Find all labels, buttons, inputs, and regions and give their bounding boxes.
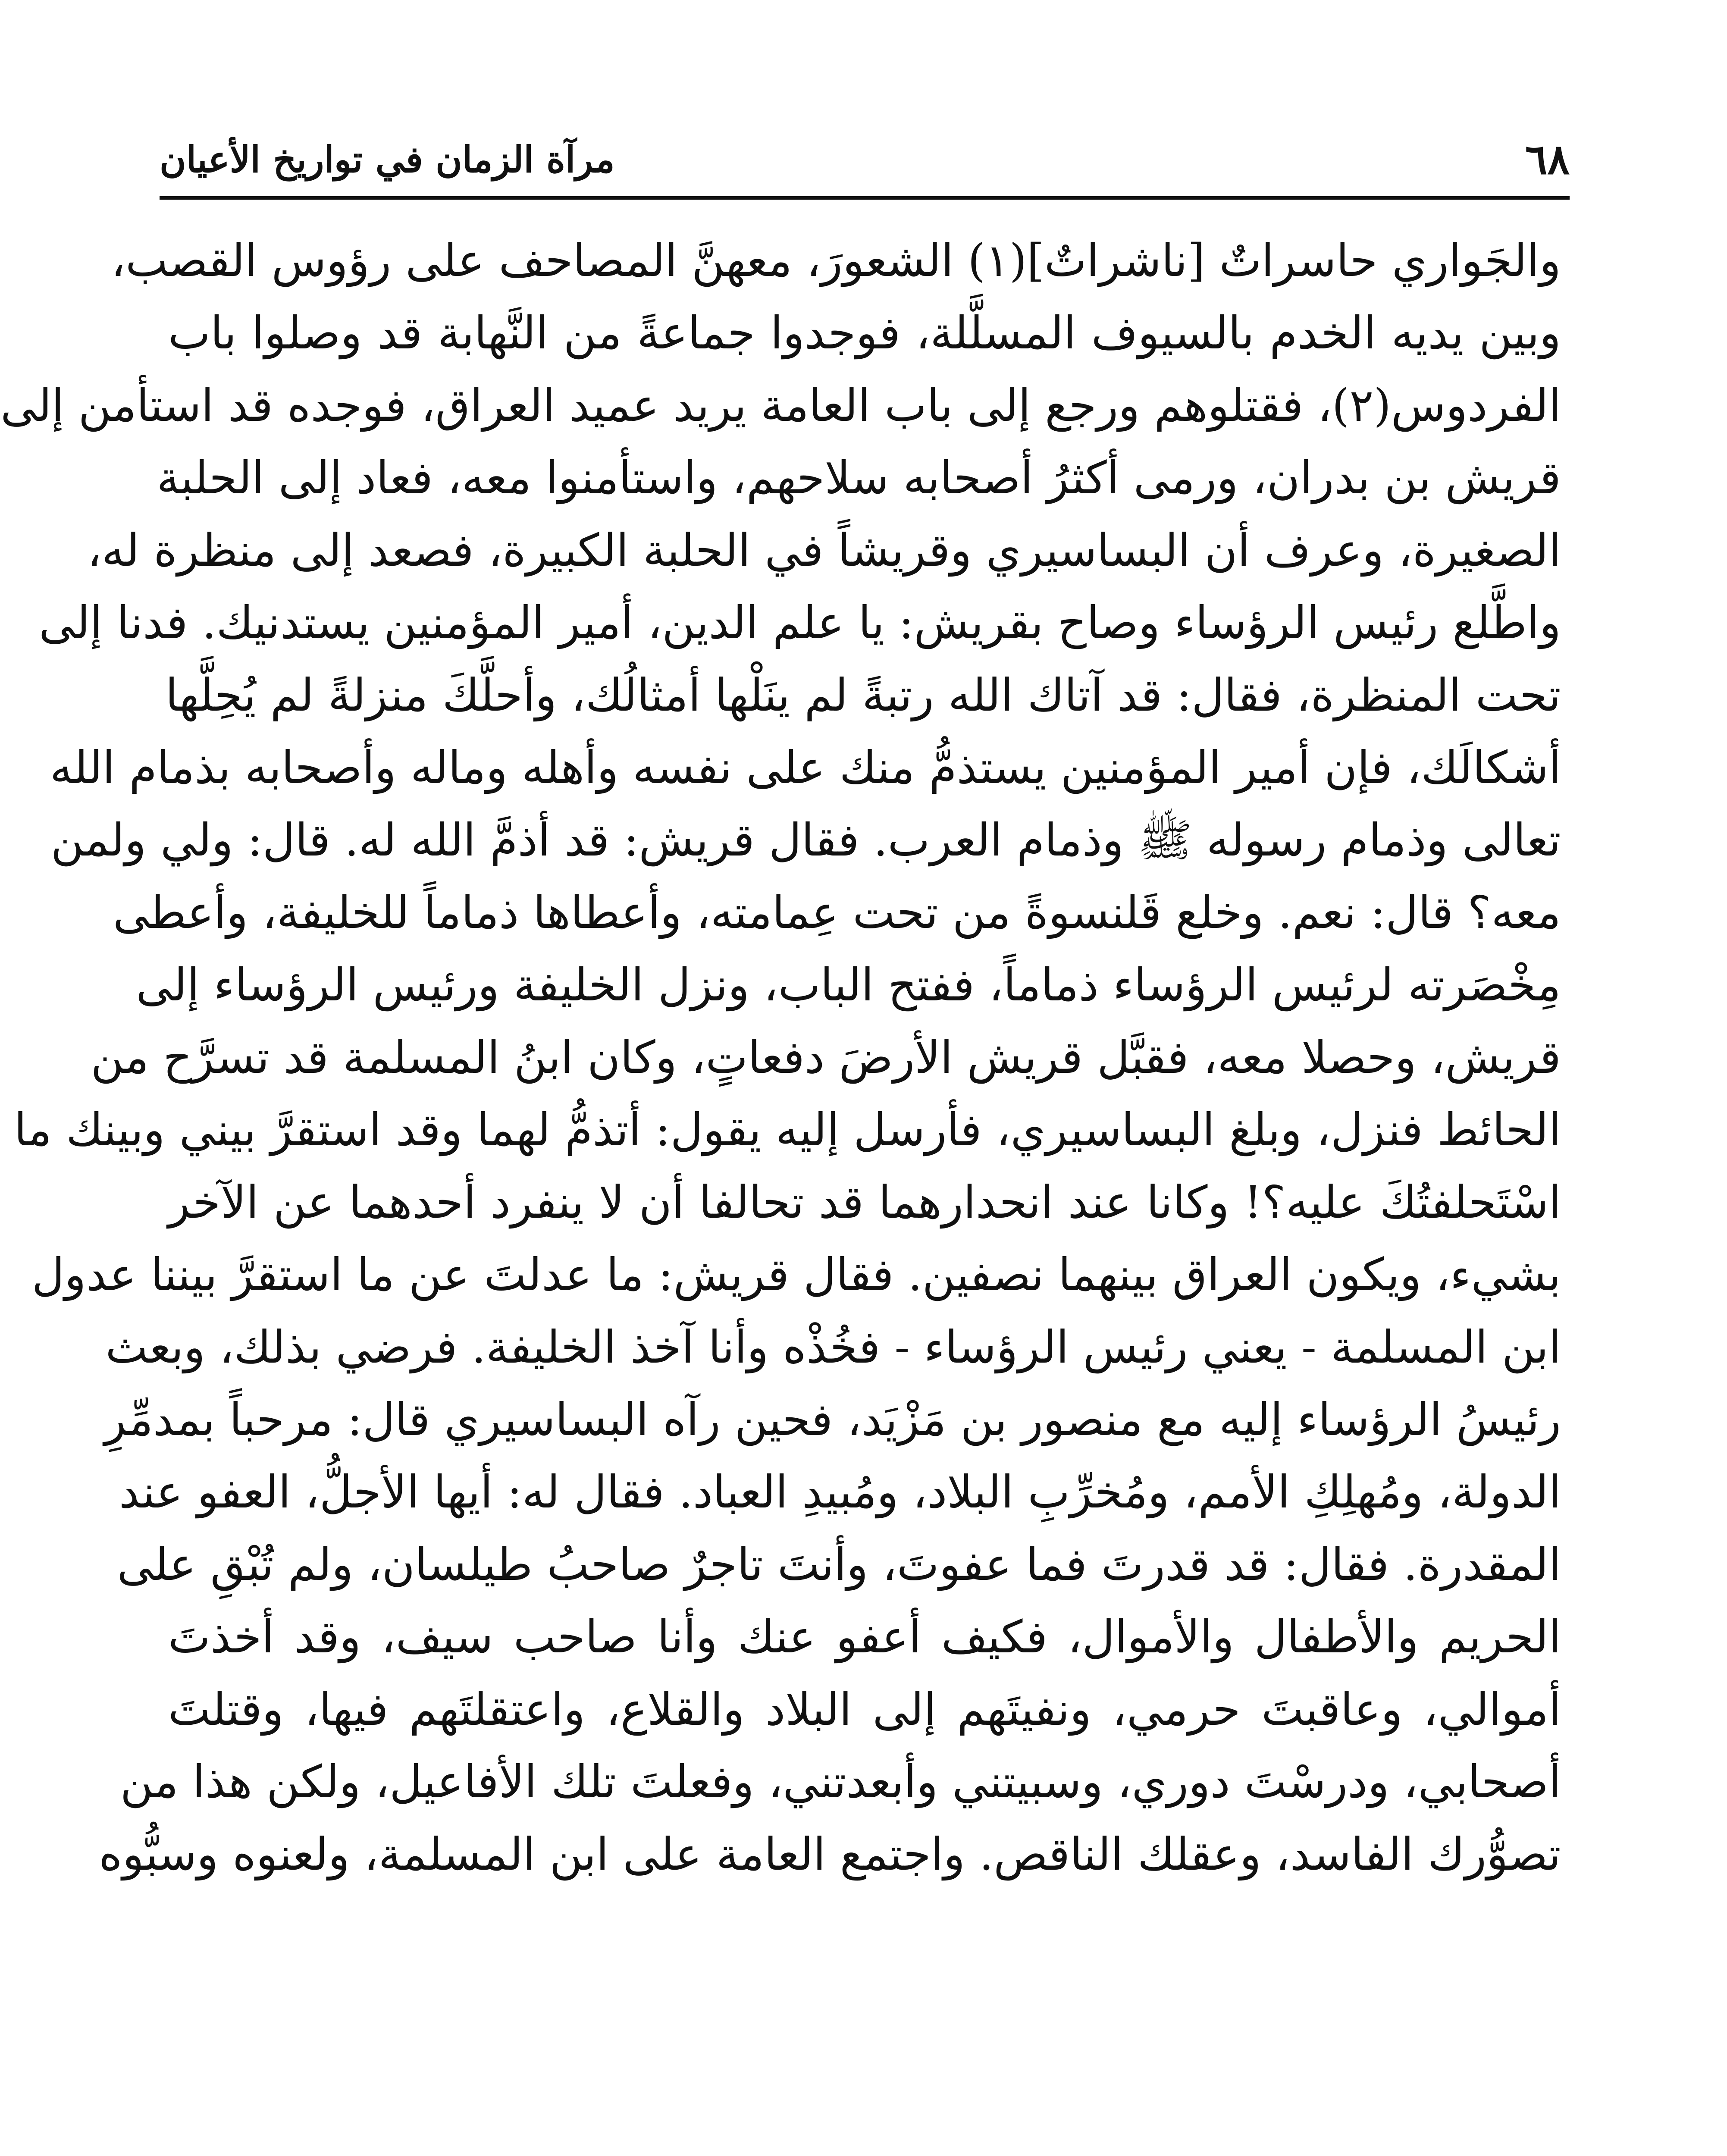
text-line: تحت المنظرة، فقال: قد آتاك الله رتبةً لم ينَلْها أمثالُك، وأحلَّكَ منزلةً لم يُحِلَّها: [165, 669, 1561, 721]
text-line: المقدرة. فقال: قد قدرتَ فما عفوتَ، وأنتَ تاجرٌ صاحبُ طيلسان، ولم تُبْقِ على: [117, 1538, 1561, 1591]
text-line: الدولة، ومُهلِكِ الأمم، ومُخرِّبِ البلاد، ومُبيدِ العباد. فقال له: أيها الأجلُّ، العفو عند: [119, 1466, 1561, 1518]
text-line: معه؟ قال: نعم. وخلع قَلنسوةً من تحت عِمامته، وأعطاها ذماماً للخليفة، وأعطى: [113, 886, 1561, 939]
text-line: الحائط فنزل، وبلغ البساسيري، فأرسل إليه يقول: أتذمُّ لهما وقد استقرَّ بيني وبينك ما: [14, 1103, 1561, 1156]
text-line: أشكالَك، فإن أمير المؤمنين يستذمُّ منك على نفسه وأهله وماله وأصحابه بذمام الله: [50, 741, 1561, 794]
text-line: ابن المسلمة - يعني رئيس الرؤساء - فخُذْه وأنا آخذ الخليفة. فرضي بذلك، وبعث: [105, 1321, 1561, 1373]
page-number: ٦٨: [1525, 135, 1570, 184]
text-line: واطَّلع رئيس الرؤساء وصاح بقريش: يا علم الدين، أمير المؤمنين يستدنيك. فدنا إلى: [39, 596, 1561, 649]
text-line: والجَواري حاسراتٌ [ناشراتٌ](١) الشعورَ، معهنَّ المصاحف على رؤوس القصب،: [111, 234, 1561, 287]
text-line: قريش بن بدران، ورمى أكثرُ أصحابه سلاحهم، واستأمنوا معه، فعاد إلى الحلبة: [157, 451, 1561, 504]
page-header: [160, 129, 1570, 190]
text-line: وبين يديه الخدم بالسيوف المسلَّلة، فوجدوا جماعةً من النَّهابة قد وصلوا باب: [168, 307, 1561, 359]
text-line: الحريم والأطفال والأموال، فكيف أعفو عنك وأنا صاحب سيف، وقد أخذتَ: [168, 1611, 1561, 1663]
main-text: [0, 224, 1561, 1890]
text-line: بشيء، ويكون العراق بينهما نصفين. فقال قريش: ما عدلتَ عن ما استقرَّ بيننا عدول: [31, 1248, 1561, 1301]
text-line: الفردوس(٢)، فقتلوهم ورجع إلى باب العامة يريد عميد العراق، فوجده قد استأمن إلى: [0, 379, 1561, 432]
running-title: مرآة الزمان في تواريخ الأعيان: [160, 138, 615, 181]
text-line: تعالى وذمام رسوله ﷺ وذمام العرب. فقال قريش: قد أذمَّ الله له. قال: ولي ولمن: [50, 814, 1561, 866]
text-line: أصحابي، ودرسْتَ دوري، وسبيتني وأبعدتني، وفعلتَ تلك الأفاعيل، ولكن هذا من: [120, 1755, 1561, 1808]
text-line: تصوُّرك الفاسد، وعقلك الناقص. واجتمع العامة على ابن المسلمة، ولعنوه وسبُّوه: [99, 1828, 1561, 1880]
text-line: رئيسُ الرؤساء إليه مع منصور بن مَزْيَد، فحين رآه البساسيري قال: مرحباً بمدمِّرِ: [104, 1393, 1561, 1446]
text-line: الصغيرة، وعرف أن البساسيري وقريشاً في الحلبة الكبيرة، فصعد إلى منظرة له،: [87, 524, 1561, 577]
text-line: أموالي، وعاقبتَ حرمي، ونفيتَهم إلى البلاد والقلاع، واعتقلتَهم فيها، وقتلتَ: [168, 1683, 1561, 1736]
text-line: مِخْصَرته لرئيس الرؤساء ذماماً، ففتح الباب، ونزل الخليفة ورئيس الرؤساء إلى: [136, 959, 1561, 1011]
text-line: قريش، وحصلا معه، فقبَّل قريش الأرضَ دفعاتٍ، وكان ابنُ المسلمة قد تسرَّح من: [91, 1031, 1561, 1084]
header-rule: [160, 196, 1570, 200]
text-line: اسْتَحلفتُكَ عليه؟! وكانا عند انحدارهما قد تحالفا أن لا ينفرد أحدهما عن الآخر: [168, 1176, 1561, 1228]
